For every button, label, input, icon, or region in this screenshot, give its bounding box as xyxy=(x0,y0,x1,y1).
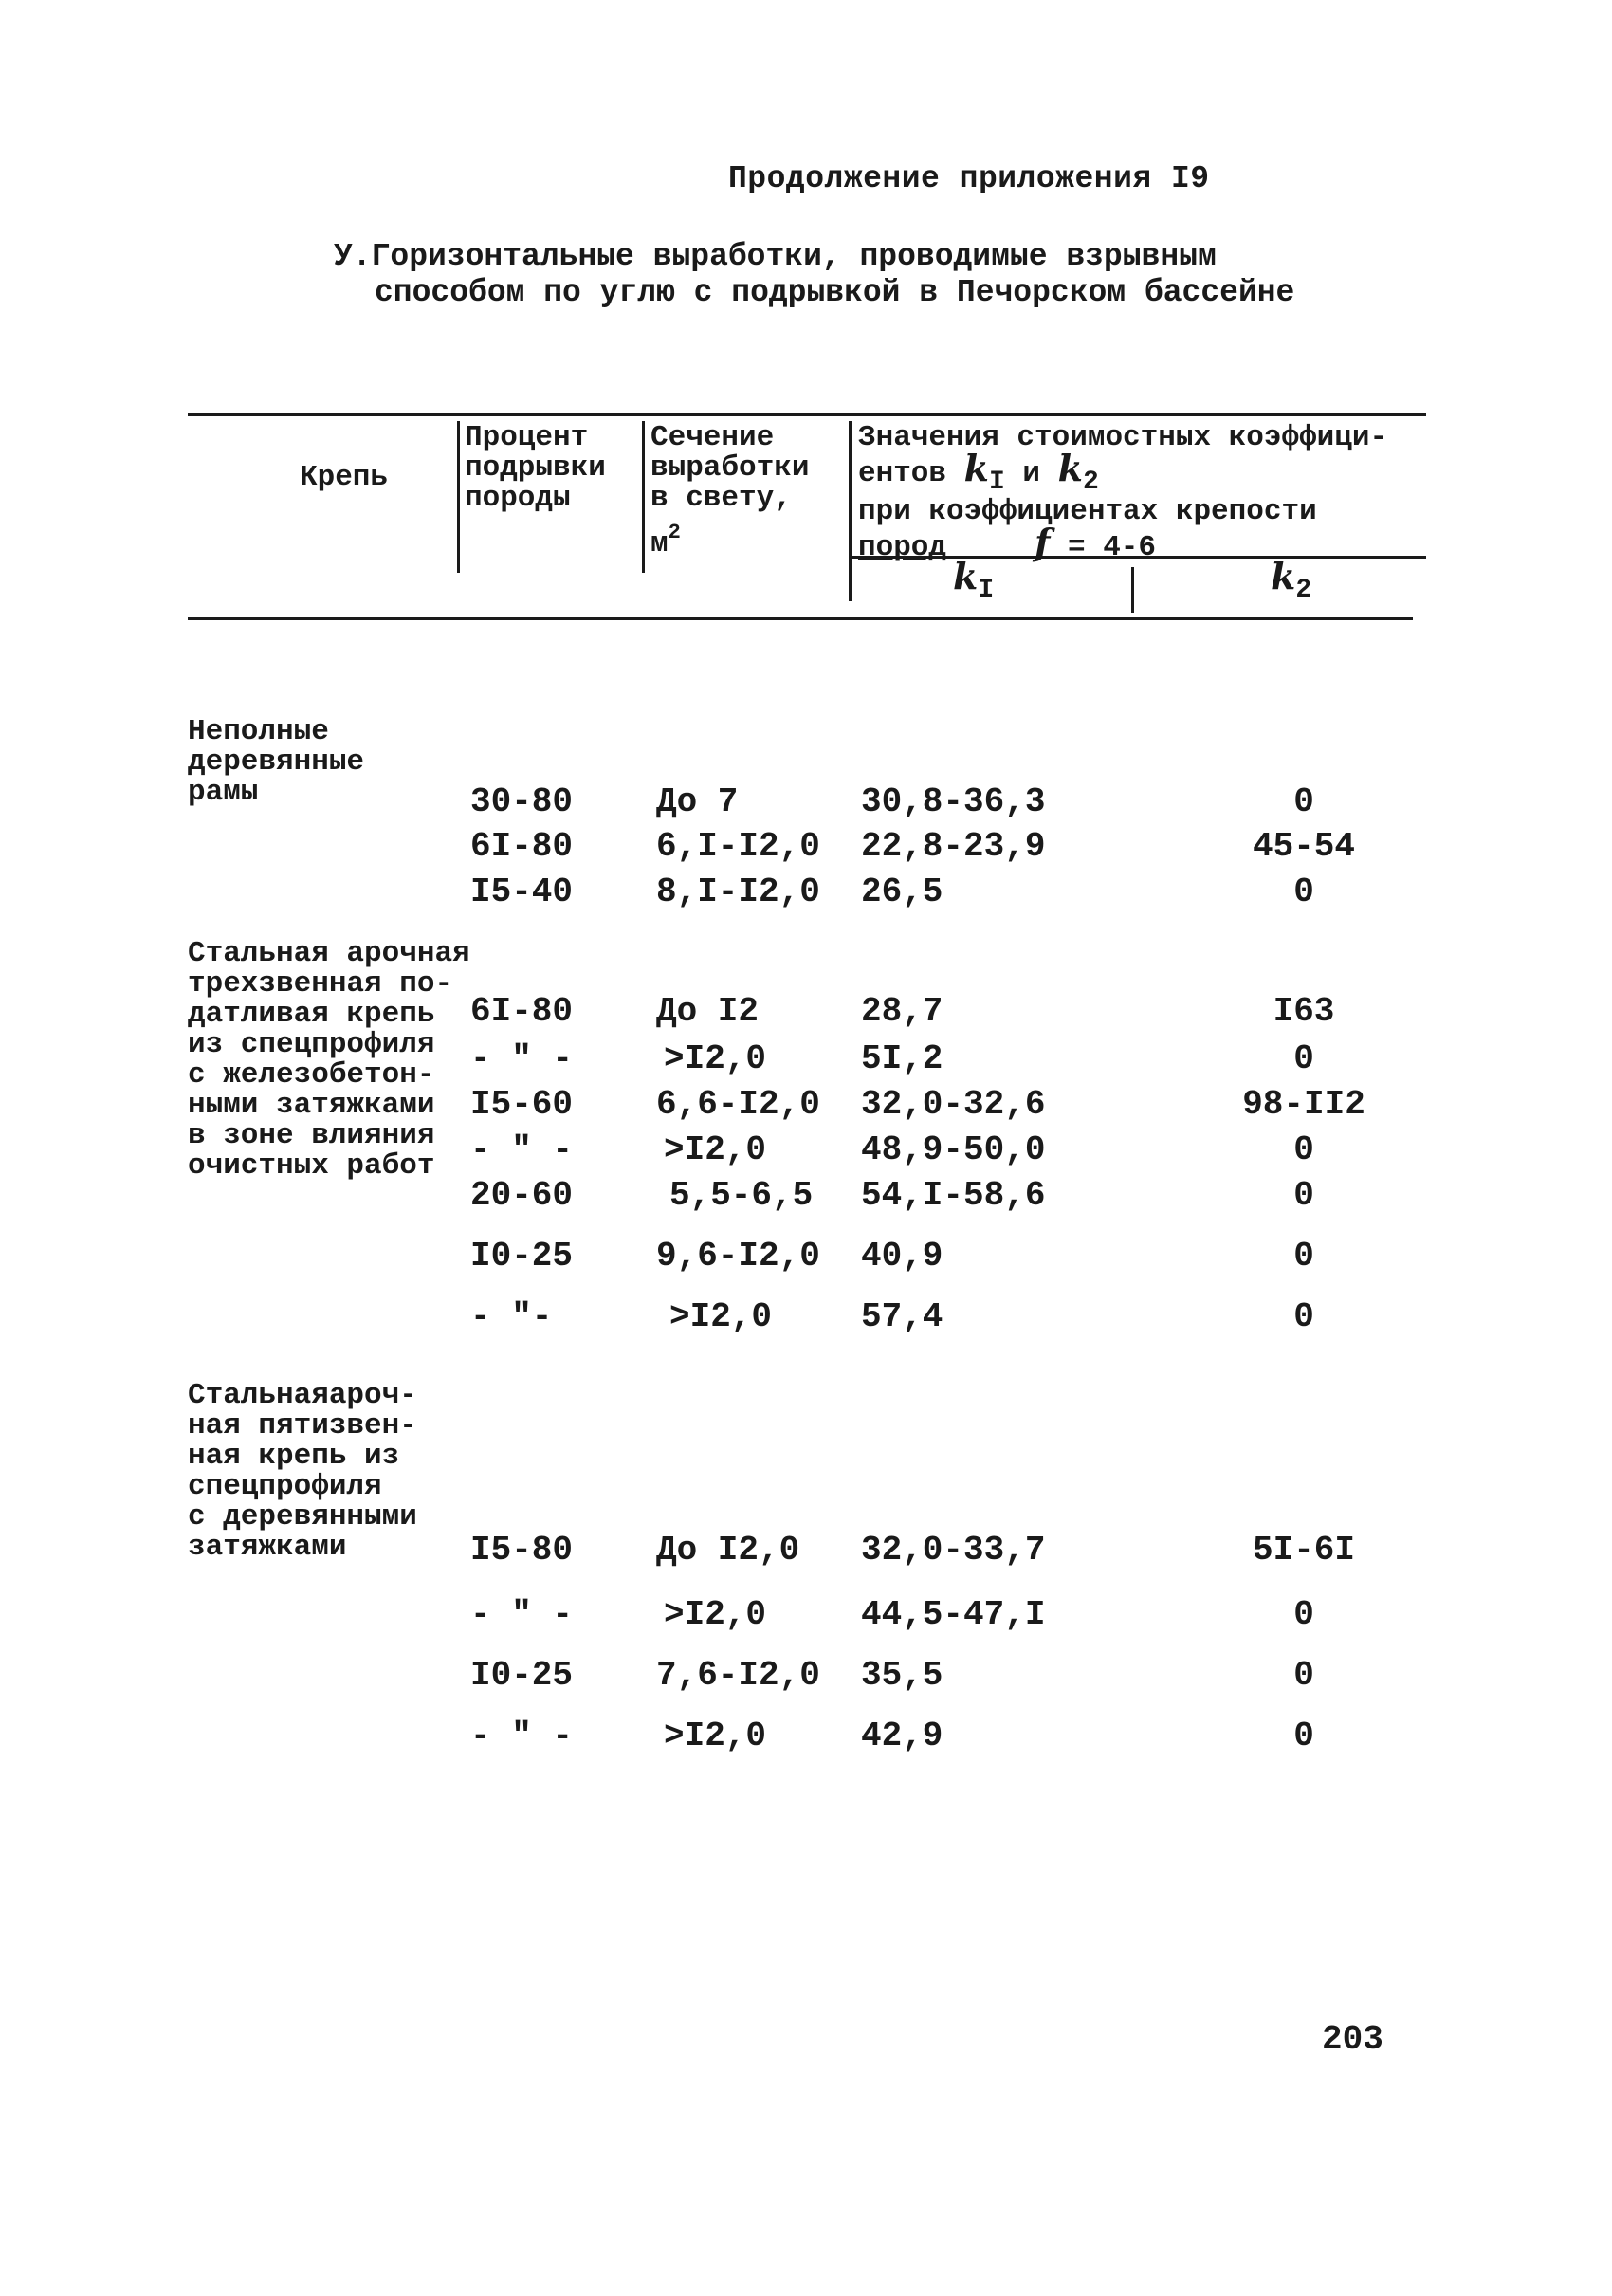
cell-k1: 32,0-33,7 xyxy=(861,1531,1046,1570)
cell-section: >I2,0 xyxy=(664,1130,767,1169)
group-2-name-line: ными затяжками xyxy=(188,1089,435,1122)
cell-section: До I2,0 xyxy=(656,1531,800,1570)
cell-k2: 0 xyxy=(1293,872,1314,911)
group-3-name-line: спецпрофиля xyxy=(188,1470,382,1503)
cell-k1: 30,8-36,3 xyxy=(861,782,1046,821)
cell-section: 7,6-I2,0 xyxy=(656,1656,820,1695)
page-number: 203 xyxy=(1322,2020,1383,2059)
group-1-name-line: рамы xyxy=(188,776,259,809)
cell-k1: 26,5 xyxy=(861,872,943,911)
group-2-name-line: трехзвенная по- xyxy=(188,967,453,1001)
group-1-name-line: Неполные xyxy=(188,715,329,748)
cell-k1: 35,5 xyxy=(861,1656,943,1695)
cell-section: До 7 xyxy=(656,782,739,821)
cell-percent: 6I-80 xyxy=(470,992,574,1031)
column-separator-1 xyxy=(457,421,460,573)
column-separator-3 xyxy=(849,421,852,601)
cell-k1: 40,9 xyxy=(861,1237,943,1276)
group-2-name-line: из спецпрофиля xyxy=(188,1028,435,1061)
group-3-name-line: с деревянными xyxy=(188,1500,417,1534)
cell-percent: 30-80 xyxy=(470,782,574,821)
group-2-name-line: в зоне влияния xyxy=(188,1119,435,1152)
cell-k2: 0 xyxy=(1293,1656,1314,1695)
col-header-krep: Крепь xyxy=(300,461,389,494)
col-header-values-3: при коэффициентах крепости xyxy=(858,495,1317,528)
cell-section: >I2,0 xyxy=(664,1717,767,1755)
cell-percent: - " - xyxy=(470,1595,574,1634)
col-header-percent-1: Процент xyxy=(465,421,589,454)
cell-percent: I0-25 xyxy=(470,1237,574,1276)
cell-k2: 0 xyxy=(1293,1237,1314,1276)
cell-k1: 22,8-23,9 xyxy=(861,827,1046,866)
col-header-section-3: в свету, xyxy=(650,482,792,515)
cell-k2: 45-54 xyxy=(1252,827,1356,866)
group-3-name-line: ная крепь из xyxy=(188,1440,400,1473)
cell-section: 6,I-I2,0 xyxy=(656,827,820,866)
cell-k1: 57,4 xyxy=(861,1297,943,1336)
cell-k2: 0 xyxy=(1293,1039,1314,1078)
cell-k1: 28,7 xyxy=(861,992,943,1031)
cell-k2: 5I-6I xyxy=(1252,1531,1356,1570)
cell-percent: - " - xyxy=(470,1039,574,1078)
cell-section: >I2,0 xyxy=(664,1595,767,1634)
col-header-percent-3: породы xyxy=(465,482,571,515)
table-header-bottom-rule xyxy=(188,617,1413,620)
cell-k2: 0 xyxy=(1293,1717,1314,1755)
cell-section: 8,I-I2,0 xyxy=(656,872,820,911)
cell-k2: 0 xyxy=(1293,1595,1314,1634)
group-2-name-line: Стальная арочная xyxy=(188,937,470,970)
cell-percent: - " - xyxy=(470,1130,574,1169)
cell-k2: 98-II2 xyxy=(1242,1085,1365,1124)
cell-k1: 5I,2 xyxy=(861,1039,943,1078)
cell-section: До I2 xyxy=(656,992,760,1031)
cell-k1: 32,0-32,6 xyxy=(861,1085,1046,1124)
cell-percent: - " - xyxy=(470,1717,574,1755)
cell-section: 5,5-6,5 xyxy=(669,1176,814,1215)
group-2-name-line: датливая крепь xyxy=(188,998,435,1031)
group-2-name-line: с железобетон- xyxy=(188,1058,435,1092)
cell-section: 9,6-I2,0 xyxy=(656,1237,820,1276)
cell-section: >I2,0 xyxy=(669,1297,773,1336)
cell-k2: 0 xyxy=(1293,1176,1314,1215)
cell-percent: 20-60 xyxy=(470,1176,574,1215)
col-header-values-1: Значения стоимостных коэффици- xyxy=(858,421,1388,454)
group-1-name-line: деревянные xyxy=(188,745,365,779)
subheader-k1: kI xyxy=(953,555,995,605)
col-header-values-4: пород f = 4-6 xyxy=(858,521,1157,564)
cell-k1: 42,9 xyxy=(861,1717,943,1755)
cell-percent: - "- xyxy=(470,1297,553,1336)
col-header-percent-2: подрывки xyxy=(465,451,606,485)
appendix-header: Продолжение приложения I9 xyxy=(728,161,1210,196)
section-title-line-1: У.Горизонтальные выработки, проводимые взрывным xyxy=(334,239,1217,274)
cell-k2: I63 xyxy=(1273,992,1335,1031)
column-separator-4 xyxy=(1131,567,1134,613)
cell-percent: I5-40 xyxy=(470,872,574,911)
table-top-rule xyxy=(188,413,1426,416)
group-3-name-line: затяжками xyxy=(188,1531,347,1564)
cell-section: 6,6-I2,0 xyxy=(656,1085,820,1124)
col-header-section-1: Сечение xyxy=(650,421,775,454)
cell-k1: 48,9-50,0 xyxy=(861,1130,1046,1169)
subheader-k2: k2 xyxy=(1271,555,1312,605)
cell-percent: I0-25 xyxy=(470,1656,574,1695)
section-title-line-2: способом по углю с подрывкой в Печорском бассейне xyxy=(375,275,1295,310)
cell-section: >I2,0 xyxy=(664,1039,767,1078)
cell-percent: I5-80 xyxy=(470,1531,574,1570)
cell-k2: 0 xyxy=(1293,782,1314,821)
cell-k1: 54,I-58,6 xyxy=(861,1176,1046,1215)
col-header-section-2: выработки xyxy=(650,451,810,485)
col-header-values-2: ентов kI и k2 xyxy=(858,447,1099,497)
column-separator-2 xyxy=(642,421,645,573)
cell-k1: 44,5-47,I xyxy=(861,1595,1046,1634)
col-header-section-unit: $м^2$ xyxy=(650,521,681,560)
group-2-name-line: очистных работ xyxy=(188,1149,435,1183)
group-3-name-line: ная пятизвен- xyxy=(188,1409,417,1442)
cell-k2: 0 xyxy=(1293,1130,1314,1169)
cell-percent: 6I-80 xyxy=(470,827,574,866)
cell-k2: 0 xyxy=(1293,1297,1314,1336)
cell-percent: I5-60 xyxy=(470,1085,574,1124)
group-3-name-line: Стальнаяароч- xyxy=(188,1379,417,1412)
